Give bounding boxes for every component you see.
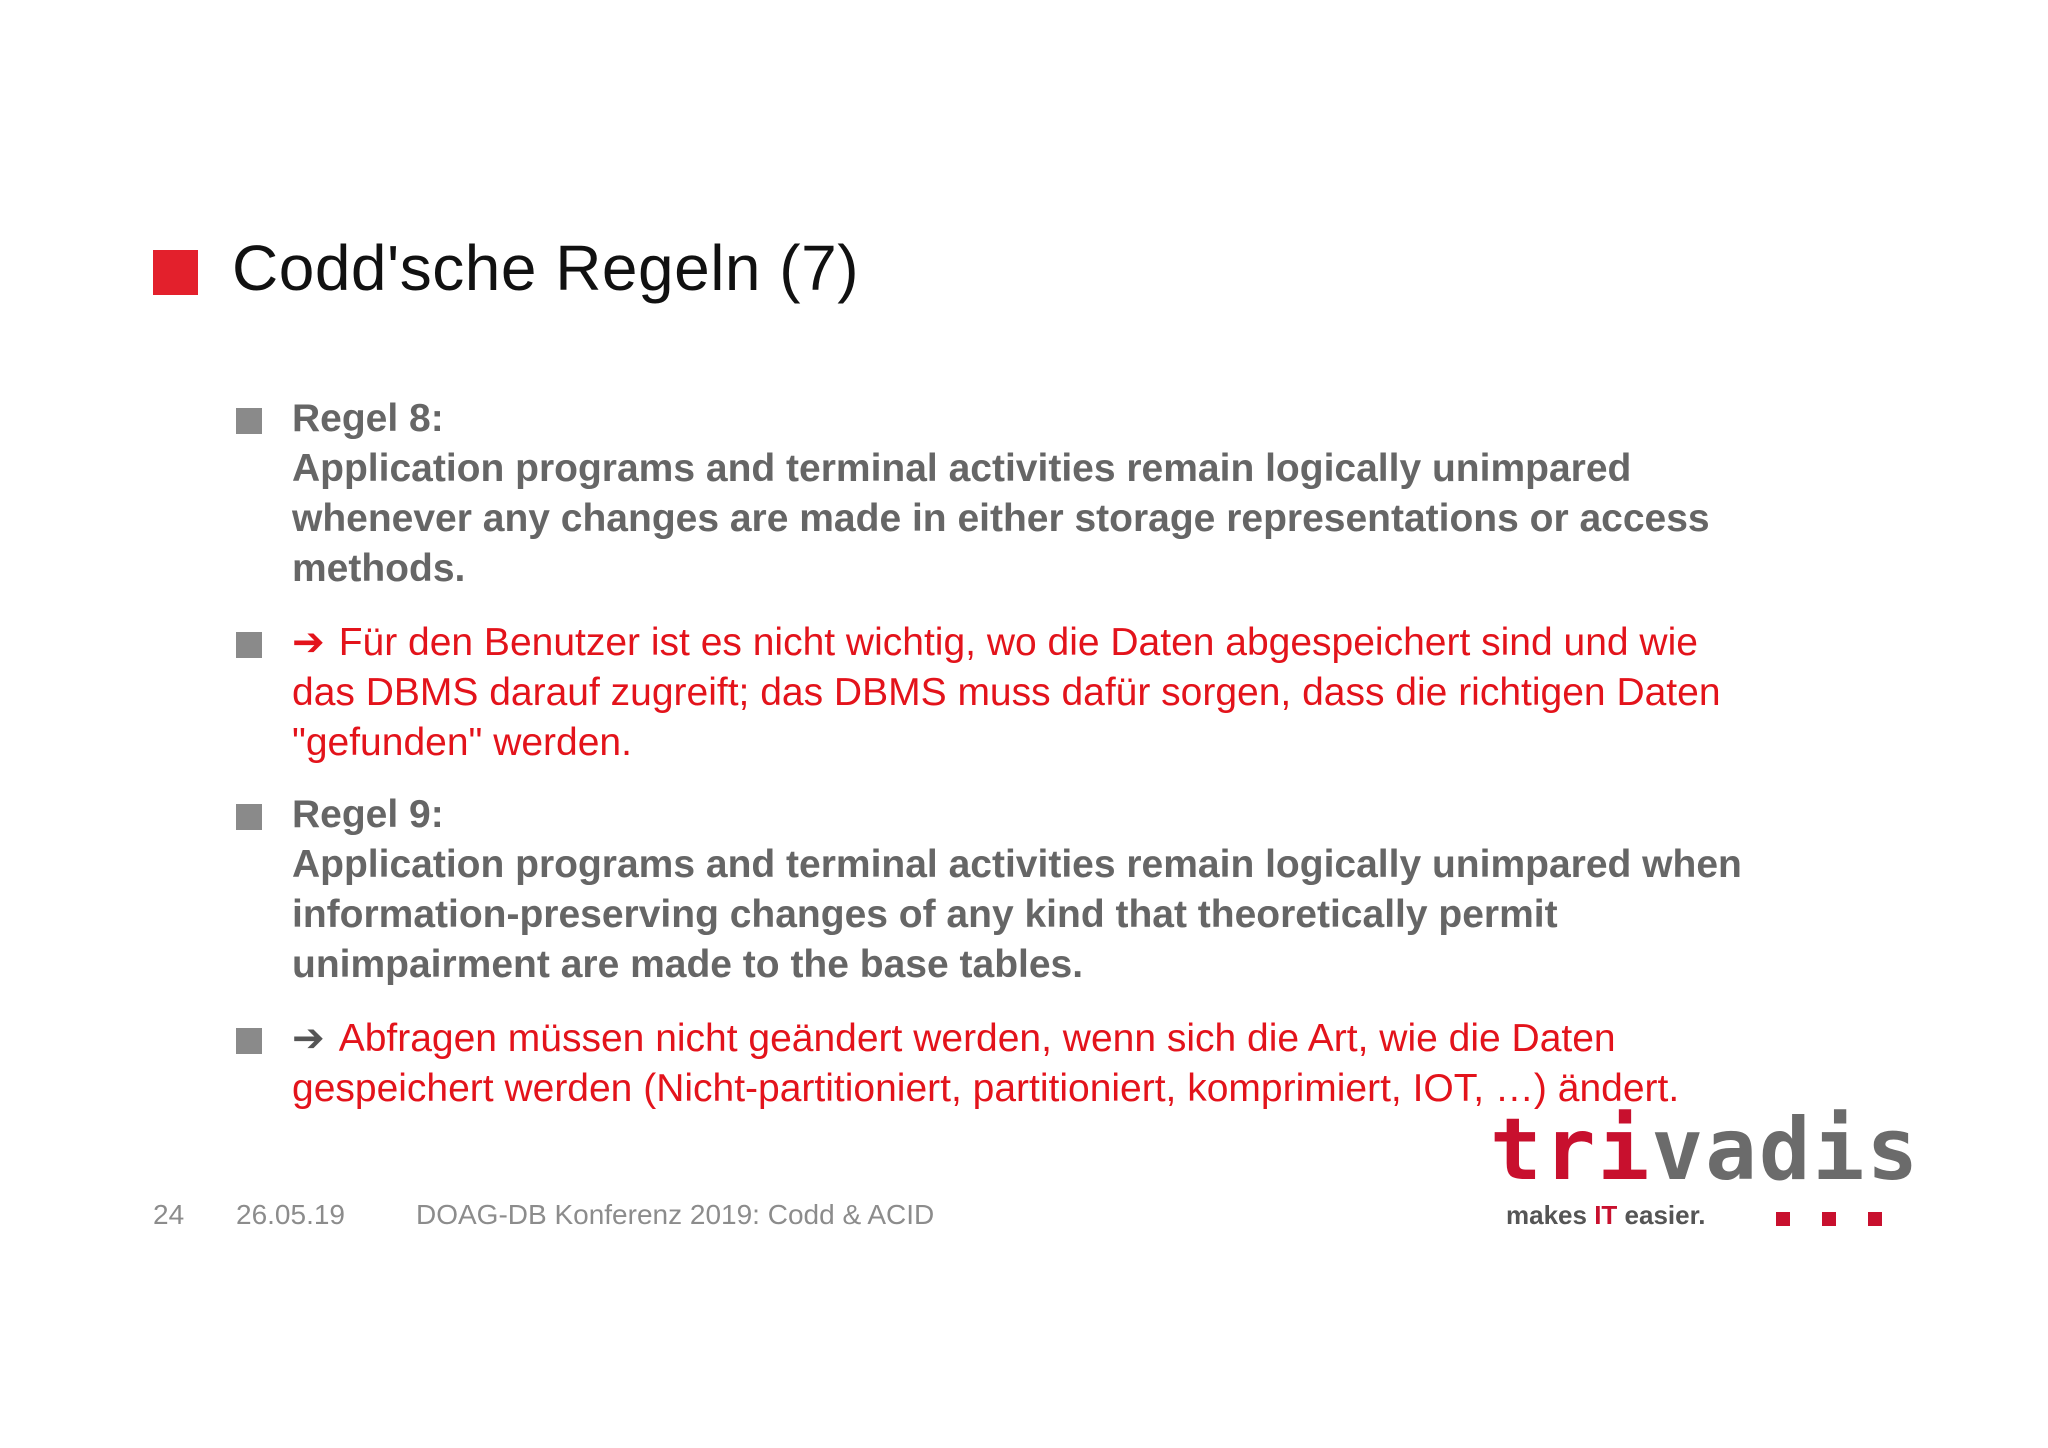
gray-square-icon	[236, 408, 262, 434]
bullet-line: whenever any changes are made in either storage representations or access	[292, 497, 1710, 540]
footer-date: 26.05.19	[236, 1199, 345, 1230]
logo-tagline: makes IT easier.	[1506, 1200, 1706, 1230]
right-arrow-icon: ➔	[292, 1016, 325, 1061]
bullet-line: Abfragen müssen nicht geändert werden, wenn sich die Art, wie die Daten	[338, 1017, 1616, 1060]
bullet-line: unimpairment are made to the base tables.	[292, 943, 1084, 986]
trivadis-logo	[1490, 1100, 1921, 1250]
bullet-line: Application programs and terminal activities remain logically unimpared	[292, 447, 1632, 490]
bullet-line: Application programs and terminal activities remain logically unimpared when	[292, 843, 1742, 886]
bullet-line: Für den Benutzer ist es nicht wichtig, wo die Daten abgespeichert sind und wie	[338, 621, 1698, 664]
slide-title: Codd'sche Regeln (7)	[232, 232, 859, 304]
footer-event: DOAG-DB Konferenz 2019: Codd & ACID	[416, 1199, 935, 1230]
bullet-rule-8-explanation	[292, 618, 1912, 768]
bullet-rule-9	[292, 790, 1912, 990]
right-arrow-icon: ➔	[292, 620, 325, 665]
logo-dot-icon	[1868, 1212, 1882, 1226]
red-square-icon	[153, 250, 198, 295]
bullet-line: "gefunden" werden.	[292, 721, 632, 764]
gray-square-icon	[236, 632, 262, 658]
gray-square-icon	[236, 804, 262, 830]
bullet-line: Regel 8:	[292, 397, 444, 440]
bullet-line: Regel 9:	[292, 793, 444, 836]
logo-dot-icon	[1822, 1212, 1836, 1226]
bullet-rule-9-explanation	[292, 1014, 1912, 1114]
logo-dot-icon	[1776, 1212, 1790, 1226]
bullet-line: das DBMS darauf zugreift; das DBMS muss dafür sorgen, dass die richtigen Daten	[292, 671, 1721, 714]
page-number: 24	[153, 1199, 185, 1230]
bullet-line: methods.	[292, 547, 466, 590]
bullet-line: information-preserving changes of any kind that theoretically permit	[292, 893, 1558, 936]
gray-square-icon	[236, 1028, 262, 1054]
bullet-line: gespeichert werden (Nicht-partitioniert, partitioniert, komprimiert, IOT, …) ändert.	[292, 1067, 1680, 1110]
bullet-rule-8	[292, 394, 1912, 594]
logo-wordmark: trivadis	[1490, 1100, 1921, 1200]
